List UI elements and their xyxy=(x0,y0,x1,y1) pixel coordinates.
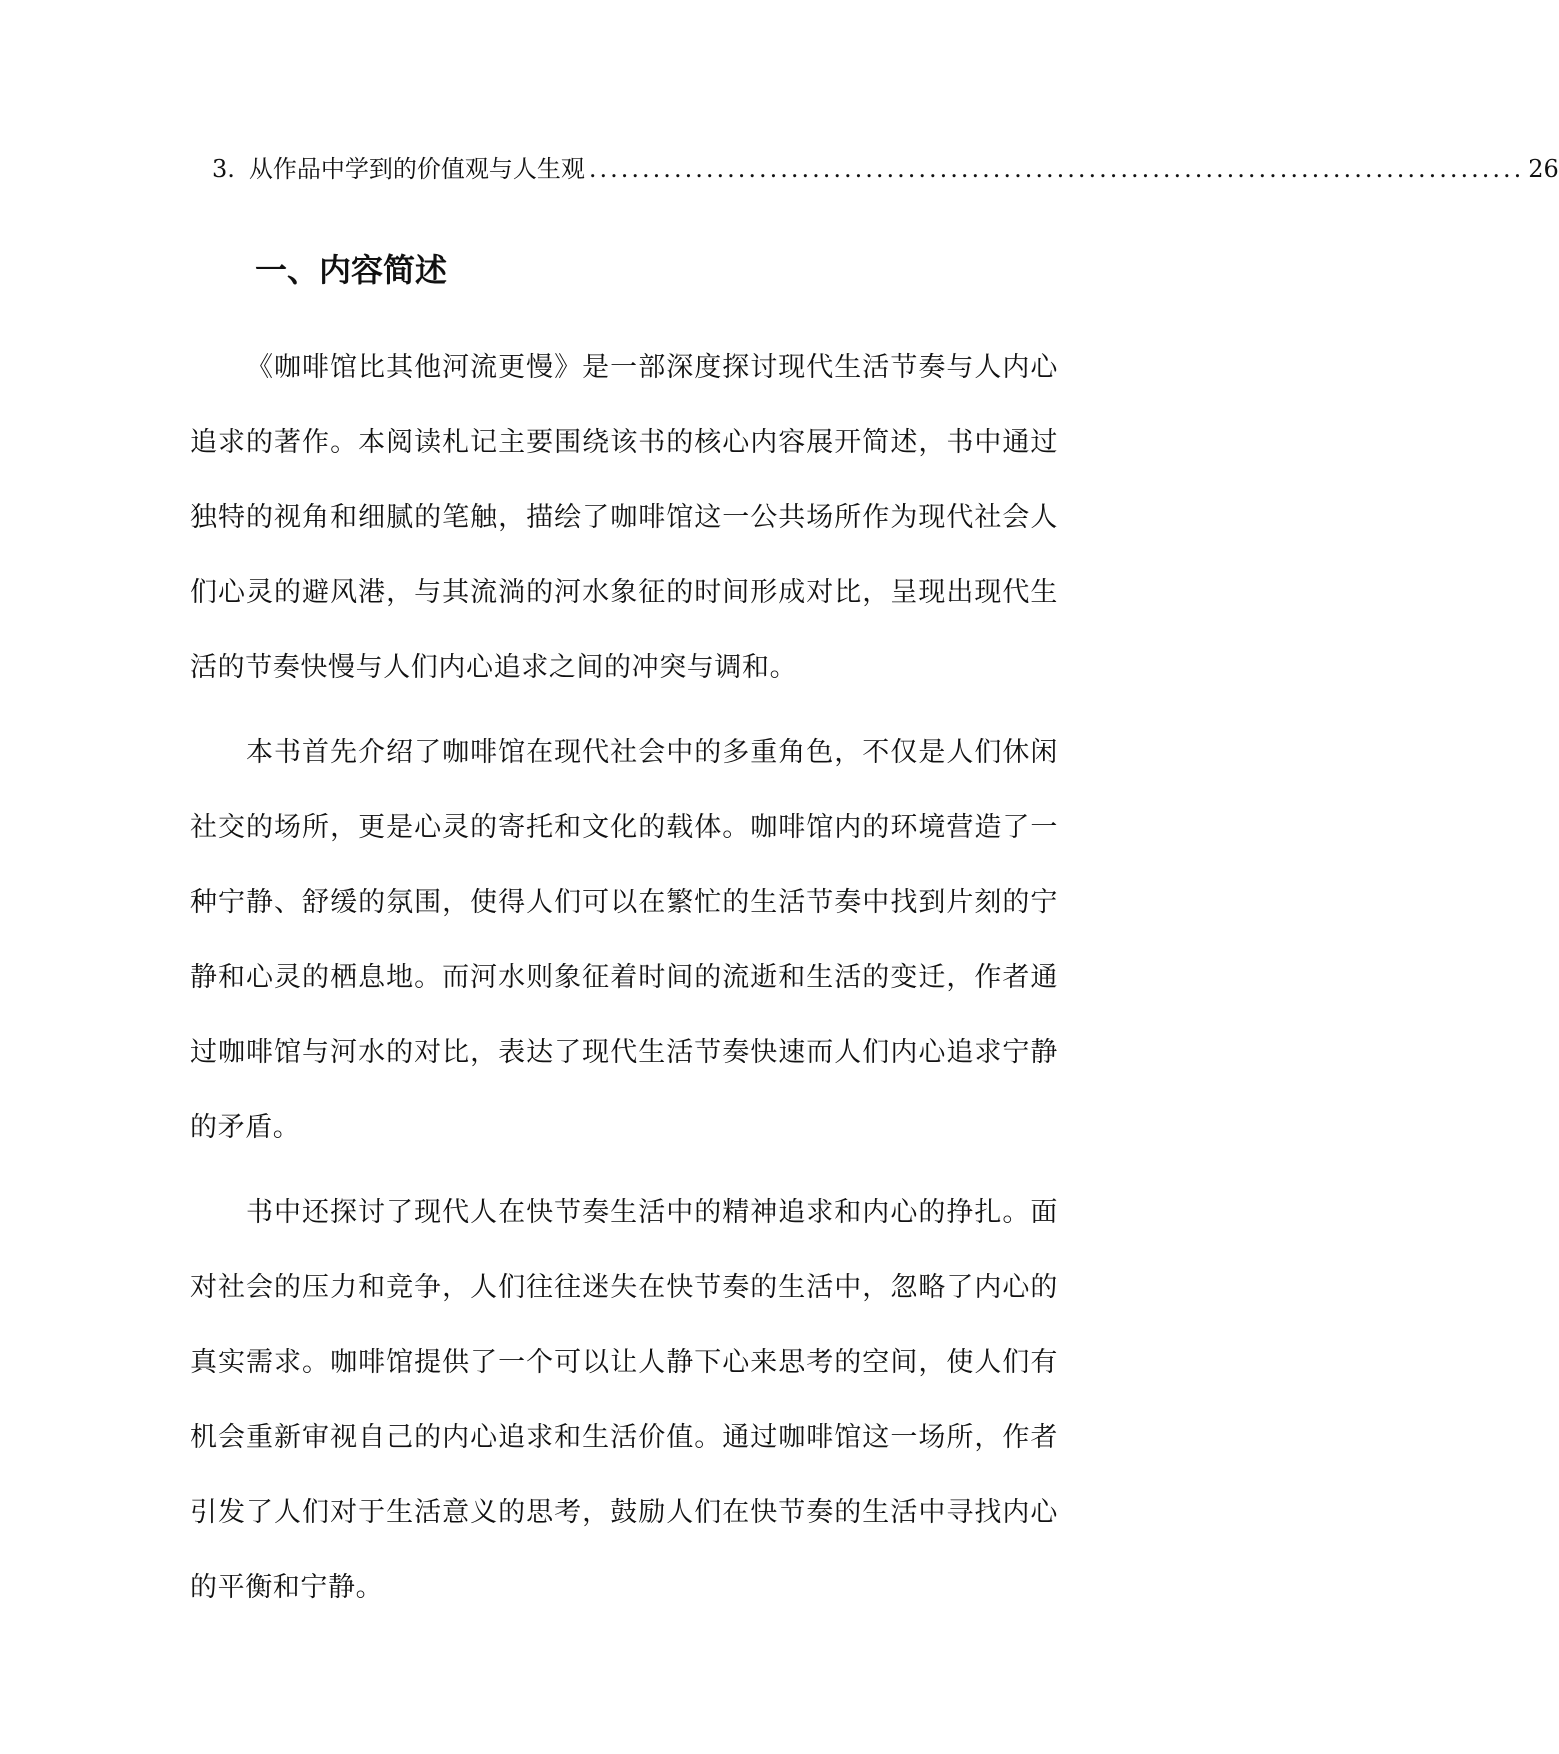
toc-entry-page-number: 26 xyxy=(1528,155,1559,183)
toc-entry-leader-dots: ........................................................................................ xyxy=(588,155,1525,183)
paragraph-2: 本书首先介绍了咖啡馆在现代社会中的多重角色，不仅是人们休闲社交的场所，更是心灵的寄托和文化的载体。咖啡馆内的环境营造了一种宁静、舒缓的氛围，使得人们可以在繁忙的生活节奏中找到片刻的宁静和心灵的栖息地。而河水则象征着时间的流逝和生活的变迁，作者通过咖啡馆与河水的对比，表达了现代生活节奏快速而人们内心追求宁静的矛盾。 xyxy=(190,737,1058,1143)
toc-entry[interactable] xyxy=(212,152,1559,186)
section-body xyxy=(190,330,1058,1635)
section-heading: 一、内容简述 xyxy=(255,251,448,289)
toc-entry-title: 从作品中学到的价值观与人生观 xyxy=(248,155,585,183)
paragraph-1: 《咖啡馆比其他河流更慢》是一部深度探讨现代生活节奏与人内心追求的著作。本阅读札记主要围绕该书的核心内容展开简述，书中通过独特的视角和细腻的笔触，描绘了咖啡馆这一公共场所作为现代社会人们心灵的避风港，与其流淌的河水象征的时间形成对比，呈现出现代生活的节奏快慢与人们内心追求之间的冲突与调和。 xyxy=(190,352,1058,683)
paragraph-3: 书中还探讨了现代人在快节奏生活中的精神追求和内心的挣扎。面对社会的压力和竞争，人们往往迷失在快节奏的生活中，忽略了内心的真实需求。咖啡馆提供了一个可以让人静下心来思考的空间，使人们有机会重新审视自己的内心追求和生活价值。通过咖啡馆这一场所，作者引发了人们对于生活意义的思考，鼓励人们在快节奏的生活中寻找内心的平衡和宁静。 xyxy=(190,1197,1058,1603)
toc-entry-number: 3. xyxy=(212,155,235,183)
